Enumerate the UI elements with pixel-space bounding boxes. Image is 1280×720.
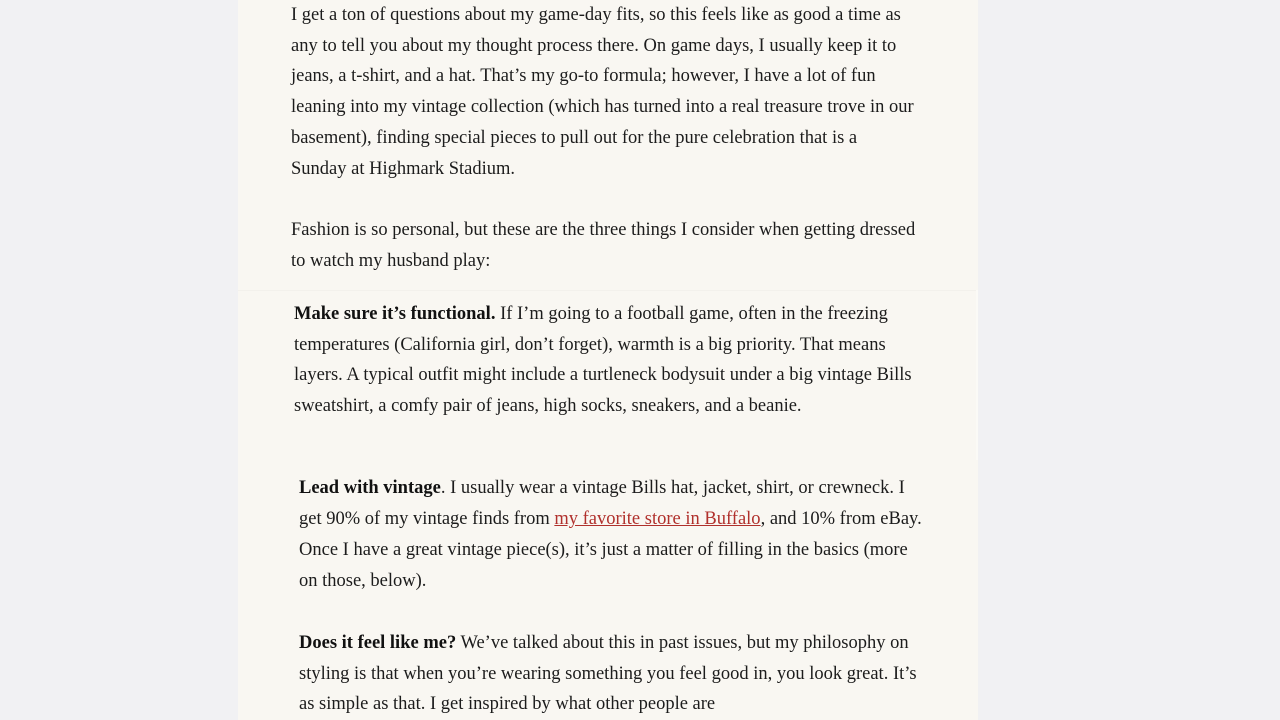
feel-like-me-body: We’ve talked about this in past issues, but my philosophy on styling is that when you’re wearing something you feel good in, you look great. It’s as simple as that. I get inspired by what other people are [299,633,917,715]
intro-paragraph: I get a ton of questions about my game-day fits, so this feels like as good a time as any to tell you about my thought process there. On game days, I usually keep it to jeans, a t-shirt, and a hat. That’s my go-to formula; however, I have a lot of fun leaning into my vintage collection (which has turned into a real treasure trove in our basement), finding special pieces to pull out for the pure celebration that is a Sunday at Highmark Stadium. [291,5,914,179]
vintage-body-before-link: . I usually wear a vintage Bills hat, jacket, shirt, or crewneck. I get 90% of my vintage finds from [299,478,905,529]
favorite-store-link[interactable]: my favorite store in Buffalo [554,509,761,529]
feel-like-me-paragraph [299,628,929,720]
vintage-body-after-link: , and 10% from eBay. Once I have a great vintage piece(s), it’s just a matter of filling in the basics (more on those, below). [299,509,922,591]
section-edge [976,290,978,460]
article-column [238,0,978,720]
vintage-heading: Lead with vintage [299,478,441,498]
considerations-intro-paragraph: Fashion is so personal, but these are the three things I consider when getting dressed to watch my husband play: [291,220,916,271]
section-divider [238,290,978,291]
vintage-paragraph [299,473,924,597]
functional-body: If I’m going to a football game, often in the freezing temperatures (California girl, don’t forget), warmth is a big priority. That means layers. A typical outfit might include a turtleneck bodysuit under a big vintage Bills sweatshirt, a comfy pair of jeans, high socks, sneakers, and a beanie. [294,304,912,417]
functional-paragraph [294,299,919,422]
functional-heading: Make sure it’s functional. [294,304,496,324]
feel-like-me-heading: Does it feel like me? [299,633,457,653]
